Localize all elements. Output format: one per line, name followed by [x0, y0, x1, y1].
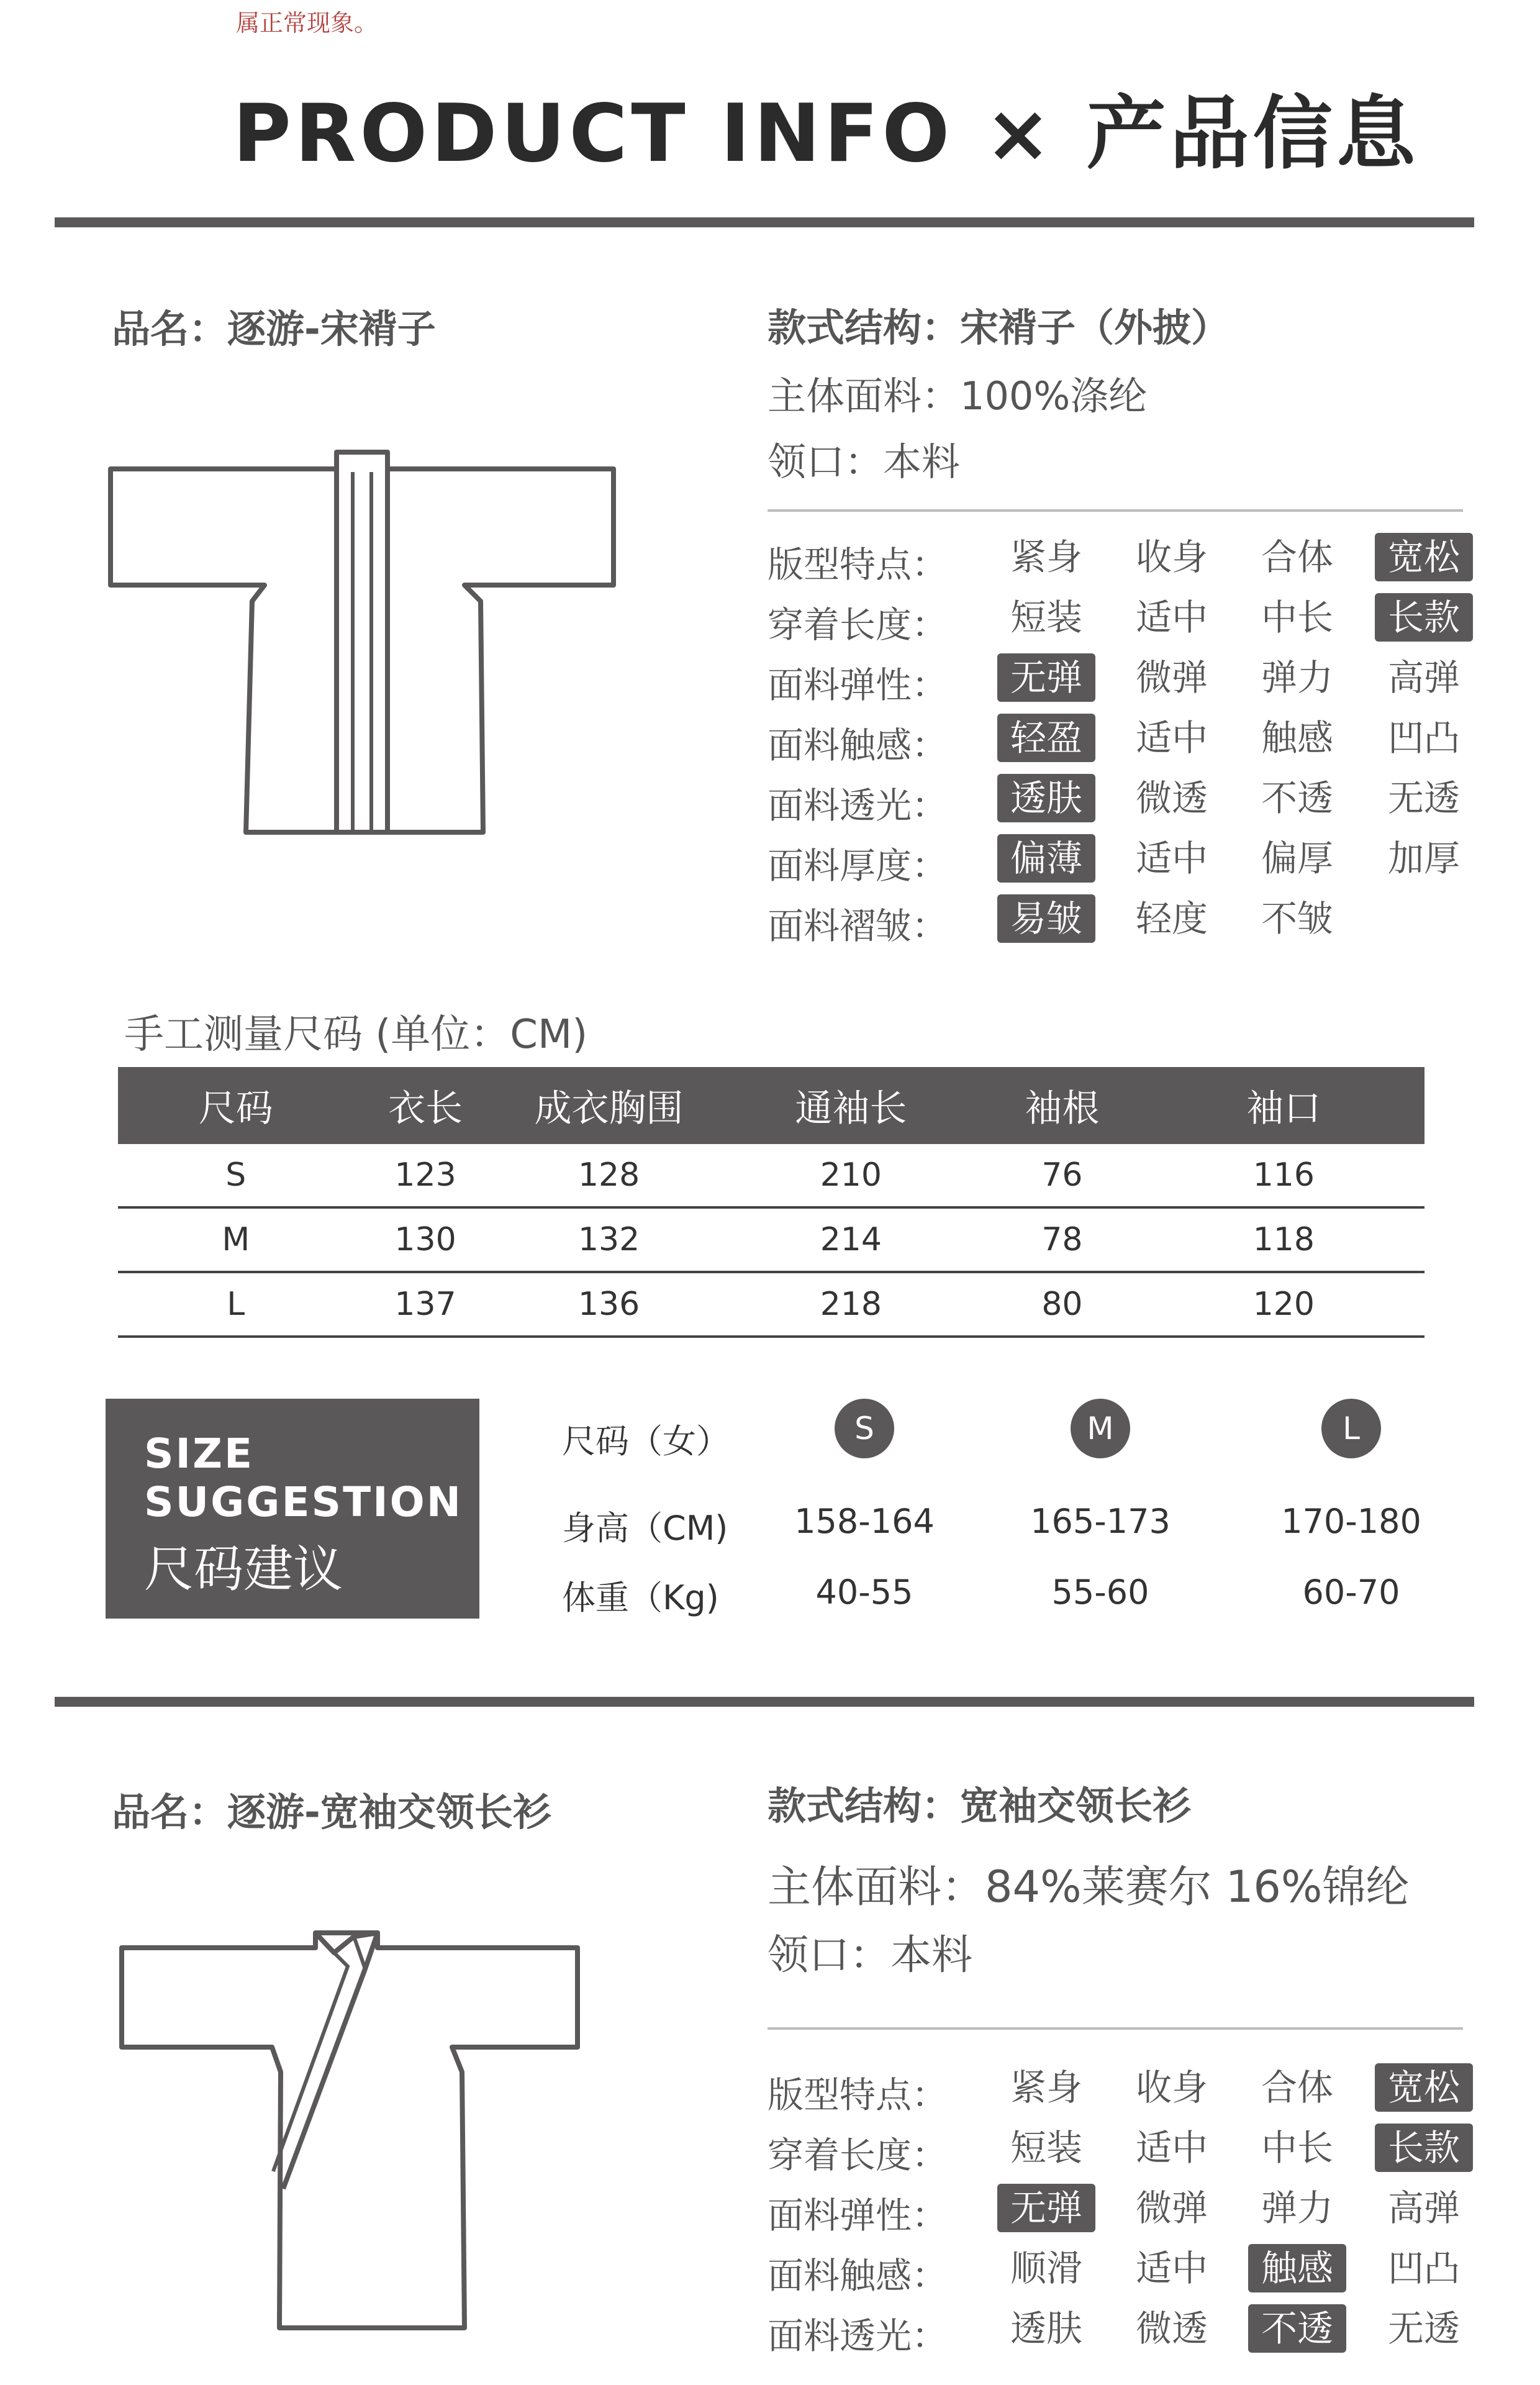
attribute-option: 适中: [1135, 837, 1208, 879]
attribute-label: 面料厚度：: [768, 845, 948, 887]
table-cell: 130: [354, 1207, 497, 1272]
table-row: [118, 1207, 1424, 1272]
attribute-option: 加厚: [1387, 837, 1460, 879]
attribute-label: 面料透光：: [768, 784, 948, 827]
size-suggestion-box: [106, 1399, 479, 1619]
attribute-option-selected: 长款: [1375, 593, 1473, 642]
table-header-cell: 衣长: [354, 1067, 497, 1144]
attribute-option-selected: 不透: [1248, 2304, 1346, 2353]
table-cell: 78: [981, 1207, 1143, 1272]
attribute-row: [768, 596, 1482, 645]
attribute-option: 紧身: [1010, 536, 1082, 578]
attribute-option: 适中: [1135, 2247, 1208, 2289]
product-1-fabric: 主体面料：100%涤纶: [768, 373, 1148, 419]
attribute-option: 无透: [1387, 2307, 1460, 2350]
product-2-collar: 领口：本料: [768, 1931, 972, 1979]
table-cell: 116: [1143, 1144, 1424, 1207]
attribute-option: 弹力: [1261, 2187, 1333, 2229]
attribute-option: 中长: [1261, 596, 1333, 638]
section-divider: [55, 217, 1474, 227]
table-header-cell: 尺码: [118, 1067, 354, 1144]
product-2-style: 款式结构：宽袖交领长衫: [768, 1783, 1192, 1828]
weight-l: 60-70: [1302, 1573, 1400, 1612]
attribute-option: 弹力: [1261, 656, 1333, 699]
attribute-option: 顺滑: [1010, 2247, 1082, 2289]
table-cell: 214: [721, 1207, 982, 1272]
attribute-option: 不皱: [1261, 897, 1333, 940]
attribute-row: [768, 2246, 1482, 2296]
attribute-row: [768, 535, 1482, 585]
attribute-label: 面料透光：: [768, 2315, 948, 2357]
size-table-body: [118, 1144, 1424, 1337]
changshan-garment-illustration: [117, 1928, 595, 2338]
size-suggestion-title-en-2: SUGGESTION: [144, 1478, 463, 1526]
table-cell: 218: [721, 1272, 982, 1337]
attribute-label: 版型特点：: [768, 2074, 948, 2116]
table-cell: 123: [354, 1144, 497, 1207]
attribute-option-selected: 长款: [1375, 2124, 1473, 2172]
attribute-option: 微弹: [1135, 656, 1208, 699]
product-1-name: 品名：逐游-宋褙子: [112, 306, 436, 352]
attribute-option: 凹凸: [1387, 2247, 1460, 2289]
product-2-name: 品名：逐游-宽袖交领长衫: [112, 1789, 551, 1835]
size-suggestion-title-en-1: SIZE: [144, 1430, 255, 1478]
attribute-option: 微透: [1135, 2307, 1208, 2350]
attribute-option: 合体: [1261, 2066, 1333, 2109]
attribute-option-selected: 无弹: [997, 2184, 1095, 2232]
size-suggestion-title-en: [144, 1430, 463, 1527]
measure-title: 手工测量尺码 (单位：CM): [124, 1012, 588, 1058]
attribute-option: 紧身: [1010, 2066, 1082, 2109]
size-suggestion-title-cn: 尺码建议: [144, 1540, 343, 1598]
attribute-divider: [768, 509, 1463, 512]
page-title: PRODUCT INFO × 产品信息: [233, 88, 1420, 180]
table-cell: M: [118, 1207, 354, 1272]
table-cell: 118: [1143, 1207, 1424, 1272]
table-cell: 120: [1143, 1272, 1424, 1337]
table-cell: 128: [497, 1144, 721, 1207]
attribute-option-selected: 易皱: [997, 894, 1095, 943]
attribute-row: [768, 776, 1482, 826]
attribute-option-selected: 宽松: [1375, 533, 1473, 581]
suggestion-size-label: 尺码（女）: [562, 1422, 730, 1461]
attribute-label: 面料弹性：: [768, 2194, 948, 2237]
height-s: 158-164: [794, 1502, 935, 1541]
size-s-badge: S: [835, 1399, 894, 1458]
height-l: 170-180: [1281, 1502, 1421, 1541]
size-table: [118, 1067, 1424, 1338]
table-row: [118, 1272, 1424, 1337]
attribute-row: [768, 2066, 1482, 2115]
top-note: 属正常现象。: [236, 9, 378, 37]
size-m-badge: M: [1071, 1399, 1130, 1458]
suggestion-height-label: 身高（CM): [562, 1509, 728, 1548]
attribute-divider: [768, 2027, 1463, 2030]
table-cell: 80: [981, 1272, 1143, 1337]
table-header-cell: 袖根: [981, 1067, 1143, 1144]
product-2-fabric: 主体面料：84%莱赛尔 16%锦纶: [768, 1861, 1410, 1912]
attribute-option: 短装: [1010, 2127, 1082, 2169]
beizi-garment-illustration: [106, 447, 621, 845]
attribute-label: 穿着长度：: [768, 2134, 948, 2176]
attribute-row: [768, 897, 1482, 947]
table-header-cell: 成衣胸围: [497, 1067, 721, 1144]
attribute-option-selected: 宽松: [1375, 2063, 1473, 2112]
attribute-row: [768, 716, 1482, 766]
attribute-label: 版型特点：: [768, 543, 948, 586]
attribute-option: 不透: [1261, 777, 1333, 819]
attribute-option: 微弹: [1135, 2187, 1208, 2229]
suggestion-weight-label: 体重（Kg): [562, 1578, 719, 1617]
attribute-row: [768, 656, 1482, 706]
table-header-cell: 袖口: [1143, 1067, 1424, 1144]
attribute-option: 无透: [1387, 777, 1460, 819]
attribute-option: 中长: [1261, 2127, 1333, 2169]
attribute-option: 凹凸: [1387, 717, 1460, 759]
attribute-option: 微透: [1135, 777, 1208, 819]
table-header-cell: 通袖长: [721, 1067, 982, 1144]
table-cell: 137: [354, 1272, 497, 1337]
size-l-badge: L: [1321, 1399, 1381, 1458]
attribute-option: 收身: [1135, 2066, 1208, 2109]
table-cell: 210: [721, 1144, 982, 1207]
attribute-row: [768, 2126, 1482, 2176]
table-cell: 76: [981, 1144, 1143, 1207]
attribute-option: 触感: [1261, 717, 1333, 759]
size-table-header: [118, 1067, 1424, 1144]
attribute-label: 面料褶皱：: [768, 905, 948, 947]
attribute-option-selected: 透肤: [997, 774, 1095, 822]
attribute-label: 面料弹性：: [768, 664, 948, 706]
attribute-option-selected: 无弹: [997, 653, 1095, 702]
weight-m: 55-60: [1051, 1573, 1149, 1612]
table-cell: 132: [497, 1207, 721, 1272]
attribute-row: [768, 2186, 1482, 2236]
attribute-option: 收身: [1135, 536, 1208, 578]
attribute-option: 高弹: [1387, 656, 1460, 699]
table-cell: S: [118, 1144, 354, 1207]
attribute-option-selected: 偏薄: [997, 834, 1095, 883]
attribute-option: 短装: [1010, 596, 1082, 638]
attribute-option: 适中: [1135, 2127, 1208, 2169]
attribute-option: 适中: [1135, 596, 1208, 638]
attribute-option: 高弹: [1387, 2187, 1460, 2229]
table-cell: 136: [497, 1272, 721, 1337]
attribute-option-selected: 触感: [1248, 2244, 1346, 2292]
attribute-option: 合体: [1261, 536, 1333, 578]
attribute-option: 轻度: [1135, 897, 1208, 940]
product-1-collar: 领口：本料: [768, 439, 961, 484]
attribute-option: 偏厚: [1261, 837, 1333, 879]
table-cell: L: [118, 1272, 354, 1337]
attribute-label: 面料触感：: [768, 2255, 948, 2297]
weight-s: 40-55: [815, 1573, 913, 1612]
attribute-label: 穿着长度：: [768, 604, 948, 646]
table-row: [118, 1144, 1424, 1207]
attribute-option: 适中: [1135, 717, 1208, 759]
attribute-option-selected: 轻盈: [997, 714, 1095, 762]
attribute-label: 面料触感：: [768, 724, 948, 766]
section-divider: [55, 1697, 1474, 1707]
height-m: 165-173: [1030, 1502, 1171, 1541]
attribute-option: 透肤: [1010, 2307, 1082, 2350]
attribute-row: [768, 837, 1482, 886]
product-1-style: 款式结构：宋褙子（外披）: [768, 305, 1230, 350]
attribute-row: [768, 2307, 1482, 2356]
